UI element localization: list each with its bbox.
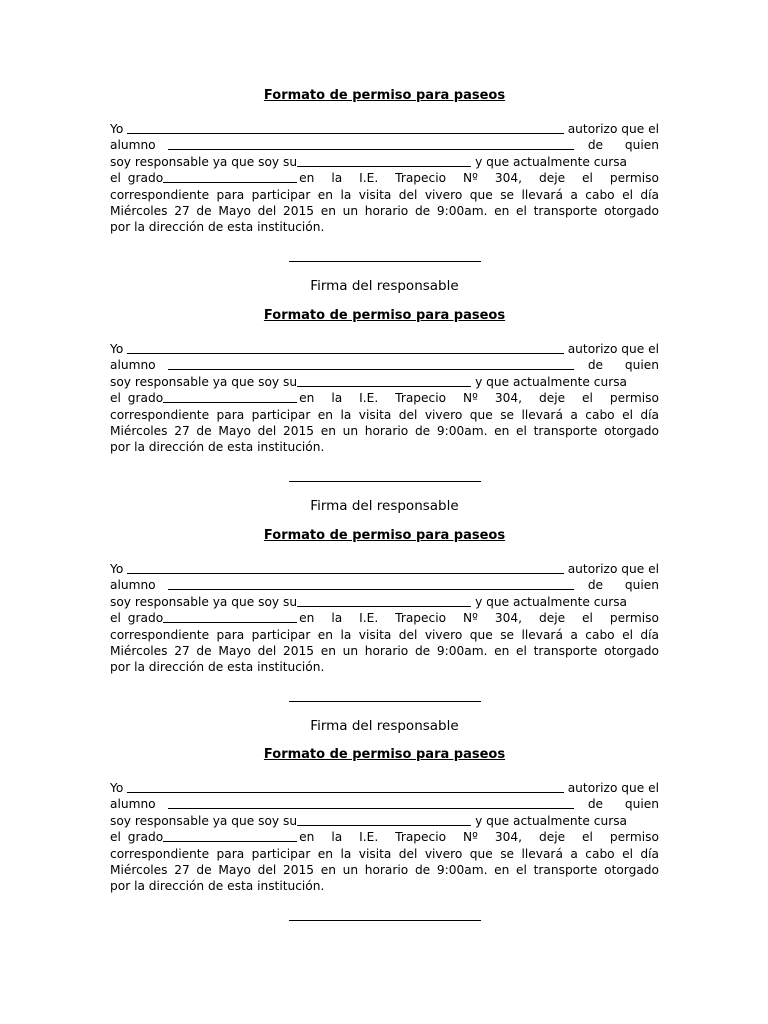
- name-blank[interactable]: [127, 133, 563, 134]
- line1-start: Yo: [110, 781, 124, 795]
- permission-form-2: [110, 308, 659, 514]
- line6: Miércoles 27 de Mayo del 2015 en un horario de 9:00am. en el transporte otorgado: [110, 644, 659, 659]
- signature-caption: Firma del responsable: [310, 497, 459, 514]
- line5: correspondiente para participar en la visita del vivero que se llevará a cabo el día: [110, 846, 659, 861]
- line7: por la dirección de esta institución.: [110, 220, 325, 235]
- grade-blank[interactable]: [163, 182, 297, 183]
- line4-start: el grado: [110, 391, 164, 406]
- line3-start: soy responsable ya que soy su: [110, 374, 298, 389]
- grade-blank[interactable]: [163, 622, 297, 623]
- line1-start: Yo: [110, 122, 124, 136]
- line7: por la dirección de esta institución.: [110, 660, 325, 675]
- line4-end: en la I.E. Trapecio Nº 304, deje el permiso: [299, 171, 659, 186]
- student-blank[interactable]: [168, 808, 574, 809]
- signature-line[interactable]: [289, 261, 481, 262]
- grade-blank[interactable]: [163, 402, 297, 403]
- line3-start: soy responsable ya que soy su: [110, 594, 298, 609]
- line1-start: Yo: [110, 342, 124, 356]
- form-title: Formato de permiso para paseos: [263, 308, 506, 323]
- relationship-blank[interactable]: [297, 606, 471, 607]
- permission-form-3: [110, 528, 659, 734]
- line5: correspondiente para participar en la visita del vivero que se llevará a cabo el día: [110, 187, 659, 202]
- relationship-blank[interactable]: [297, 825, 471, 826]
- line3-end: y que actualmente cursa: [475, 813, 628, 828]
- relationship-blank[interactable]: [297, 386, 471, 387]
- signature-line[interactable]: [289, 481, 481, 482]
- form-body: [110, 561, 659, 676]
- relationship-blank[interactable]: [297, 166, 471, 167]
- line1-end: autorizo que el: [567, 781, 659, 795]
- line6: Miércoles 27 de Mayo del 2015 en un horario de 9:00am. en el transporte otorgado: [110, 863, 659, 878]
- line2-end: de quien: [587, 578, 659, 593]
- line6: Miércoles 27 de Mayo del 2015 en un horario de 9:00am. en el transporte otorgado: [110, 204, 659, 219]
- line4-start: el grado: [110, 171, 164, 186]
- form-title: Formato de permiso para paseos: [263, 528, 506, 543]
- grade-blank[interactable]: [163, 841, 297, 842]
- line7: por la dirección de esta institución.: [110, 879, 325, 894]
- permission-form-4: [110, 747, 659, 921]
- student-blank[interactable]: [168, 369, 574, 370]
- line1-end: autorizo que el: [567, 342, 659, 356]
- permission-form-1: [110, 88, 659, 294]
- form-body: [110, 121, 659, 236]
- line2-end: de quien: [587, 138, 659, 153]
- line1-end: autorizo que el: [567, 562, 659, 576]
- student-blank[interactable]: [168, 589, 574, 590]
- line2-start: alumno: [110, 138, 156, 153]
- line4-start: el grado: [110, 611, 164, 626]
- line2-start: alumno: [110, 578, 156, 593]
- line5: correspondiente para participar en la visita del vivero que se llevará a cabo el día: [110, 407, 659, 422]
- line4-end: en la I.E. Trapecio Nº 304, deje el permiso: [299, 611, 659, 626]
- form-title: Formato de permiso para paseos: [263, 747, 506, 762]
- line4-end: en la I.E. Trapecio Nº 304, deje el permiso: [299, 830, 659, 845]
- name-blank[interactable]: [127, 573, 563, 574]
- form-body: [110, 341, 659, 456]
- line3-end: y que actualmente cursa: [475, 374, 628, 389]
- line3-end: y que actualmente cursa: [475, 594, 628, 609]
- line4-start: el grado: [110, 830, 164, 845]
- signature-caption: Firma del responsable: [310, 277, 459, 294]
- line1-start: Yo: [110, 562, 124, 576]
- name-blank[interactable]: [127, 353, 563, 354]
- form-title: Formato de permiso para paseos: [263, 88, 506, 103]
- line2-start: alumno: [110, 797, 156, 812]
- signature-line[interactable]: [289, 701, 481, 702]
- signature-caption: Firma del responsable: [310, 717, 459, 734]
- line7: por la dirección de esta institución.: [110, 440, 325, 455]
- line3-start: soy responsable ya que soy su: [110, 154, 298, 169]
- line1-end: autorizo que el: [567, 122, 659, 136]
- line2-start: alumno: [110, 358, 156, 373]
- student-blank[interactable]: [168, 149, 574, 150]
- name-blank[interactable]: [127, 792, 563, 793]
- line2-end: de quien: [587, 797, 659, 812]
- line6: Miércoles 27 de Mayo del 2015 en un horario de 9:00am. en el transporte otorgado: [110, 424, 659, 439]
- line3-end: y que actualmente cursa: [475, 154, 628, 169]
- line2-end: de quien: [587, 358, 659, 373]
- line3-start: soy responsable ya que soy su: [110, 813, 298, 828]
- line5: correspondiente para participar en la visita del vivero que se llevará a cabo el día: [110, 627, 659, 642]
- signature-line[interactable]: [289, 920, 481, 921]
- line4-end: en la I.E. Trapecio Nº 304, deje el permiso: [299, 391, 659, 406]
- form-body: [110, 780, 659, 895]
